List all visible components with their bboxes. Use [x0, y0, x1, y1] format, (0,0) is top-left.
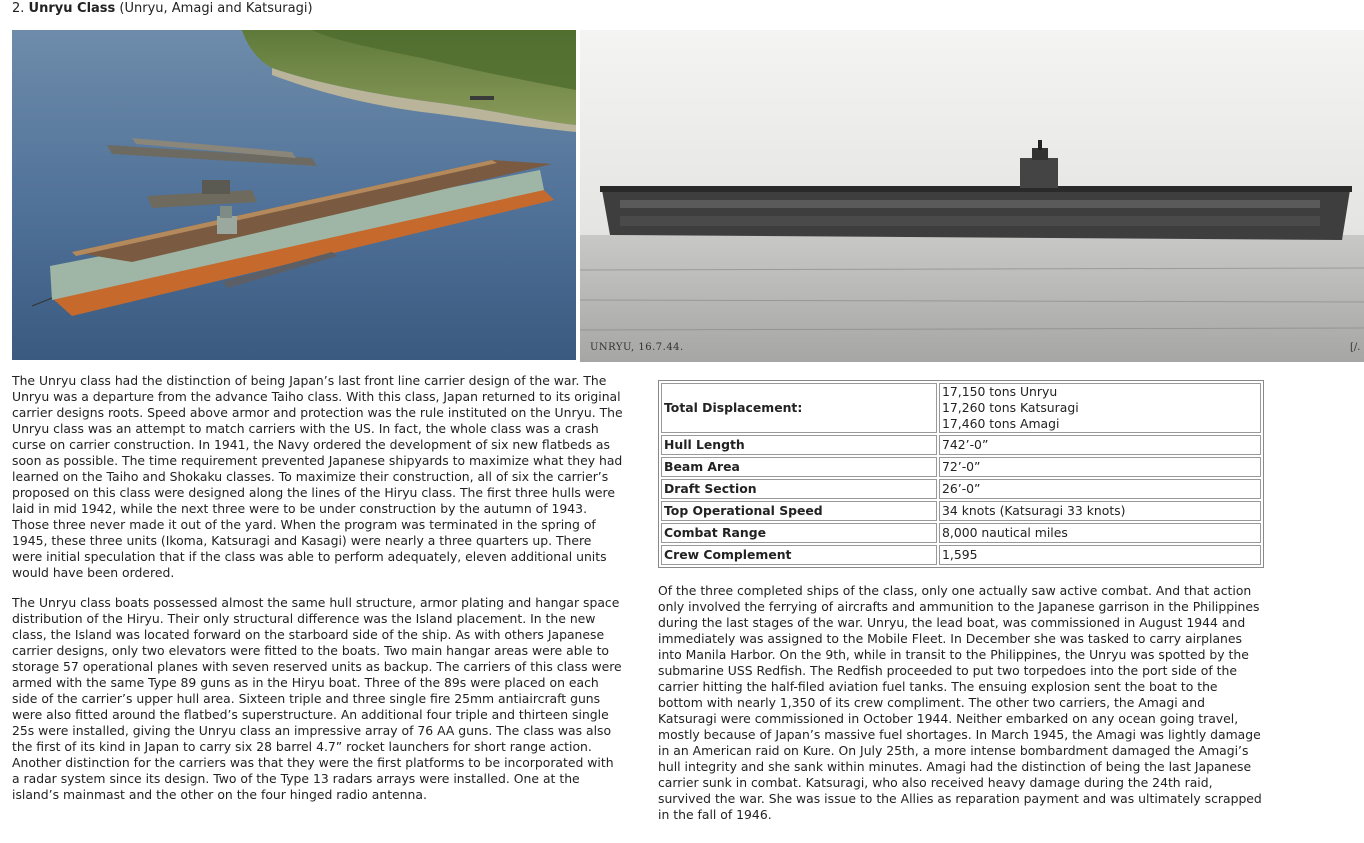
- carrier-color-photo: [12, 30, 576, 360]
- spec-value: 72’-0”: [939, 457, 1261, 477]
- spec-value: 8,000 nautical miles: [939, 523, 1261, 543]
- displacement-amagi: 17,460 tons Amagi: [942, 416, 1060, 431]
- spec-value: 34 knots (Katsuragi 33 knots): [939, 501, 1261, 521]
- spec-value: 742’-0”: [939, 435, 1261, 455]
- spec-value: 26’-0”: [939, 479, 1261, 499]
- paragraph-class-overview: The Unryu class had the distinction of being Japan’s last front line carrier design of the war. The Unryu was a departure from the advance Taiho class. With this class, Japan returned to its original carrier designs roots. Speed above armor and protection was the rule instituted on the Unryu. The Unryu class was an attempt to match carriers with the US. In fact, the whole class was a crash curse on carrier construction. In 1941, the Navy ordered the development of six new flatbeds as soon as possible. The time requirement prevented Japanese shipyards to maximize what they had learned on the Taiho and Shokaku classes. To maximize their construction, all of six the carrier’s proposed on this class were designed along the lines of the Hiryu class. The first three hulls were laid in mid 1942, while the next three were to be under construction by the autumn of 1943. Those three never made it out of the yard. When the program was terminated in the spring of 1945, these three units (Ikoma, Katsuragi and Kasagi) were nearly a three quarters up. There were initial speculation that if the class was able to perform adequately, eleven additional units would have been ordered.: [12, 373, 623, 580]
- table-row: [661, 545, 1261, 565]
- spec-label: Total Displacement:: [661, 383, 937, 433]
- section-subtitle: (Unryu, Amagi and Katsuragi): [119, 1, 313, 16]
- table-row: [661, 457, 1261, 477]
- specifications-table: [658, 380, 1264, 568]
- table-row: [661, 479, 1261, 499]
- section-title: Unryu Class: [28, 1, 116, 16]
- bw-photo-corner-mark: [/.: [1350, 342, 1361, 353]
- spec-value: 1,595: [939, 545, 1261, 565]
- carrier-color-photo-art: [12, 30, 576, 360]
- section-heading: [12, 1, 313, 17]
- spec-label: Beam Area: [661, 457, 937, 477]
- section-number: 2.: [12, 1, 25, 16]
- spec-label: Crew Complement: [661, 545, 937, 565]
- spec-label: Combat Range: [661, 523, 937, 543]
- displacement-unryu: 17,150 tons Unryu: [942, 384, 1058, 399]
- carrier-bw-photo-art: [580, 30, 1364, 362]
- spec-label: Top Operational Speed: [661, 501, 937, 521]
- bw-photo-caption: UNRYU, 16.7.44.: [590, 342, 684, 353]
- paragraph-service-history: Of the three completed ships of the class, only one actually saw active combat. And that action only involved the ferrying of aircrafts and ammunition to the Japanese garrison in the Philippines during the last stages of the war. Unryu, the lead boat, was commissioned in August 1944 and immediately was assigned to the Mobile Fleet. In December she was tasked to carry airplanes into Manila Harbor. On the 9th, while in transit to the Philippines, the Unryu was spotted by the submarine USS Redfish. The Redfish proceeded to put two torpedoes into the port side of the carrier hitting the half-filed aviation fuel tanks. The ensuing explosion sent the boat to the bottom with nearly 1,350 of its crew compliment. The other two carriers, the Amagi and Katsuragi were commissioned in October 1944. Neither embarked on any ocean going travel, mostly because of Japan’s massive fuel shortages. In March 1945, the Amagi was lightly damage in an American raid on Kure. On July 25th, a more intense bombardment damaged the Amagi’s hull integrity and she sank within minutes. Amagi had the distinction of being the last Japanese carrier sunk in combat. Katsuragi, who also received heavy damage during the 24th raid, survived the war. She was issue to the Allies as reparation payment and was ultimately scrapped in the fall of 1946.: [658, 583, 1262, 822]
- left-text-column: [12, 373, 624, 817]
- table-row: [661, 501, 1261, 521]
- table-row: [661, 435, 1261, 455]
- paragraph-class-design: The Unryu class boats possessed almost the same hull structure, armor plating and hangar space distribution of the Hiryu. Their only structural difference was the Island placement. In the new class, the Island was located forward on the starboard side of the ship. As with others Japanese carrier designs, only two elevators were fitted to the boats. Two main hangar areas were able to storage 57 operational planes with seven reserved units as backup. The carriers of this class were armed with the same Type 89 guns as in the Hiryu boat. Three of the 89s were placed on each side of the carrier’s upper hull area. Sixteen triple and three single fire 25mm antiaircraft guns were also fitted around the flatbed’s superstructure. An additional four triple and thirteen single 25s were installed, giving the Unryu class an impressive array of 76 AA guns. The class was also the first of its kind in Japan to carry six 28 barrel 4.7” rocket launchers for short range action. Another distinction for the carriers was that they were the first platforms to be incorporated with a radar system since its design. Two of the Type 13 radars arrays were installed. One at the island’s mainmast and the other on the four hinged radio antenna.: [12, 595, 622, 802]
- spec-label: Hull Length: [661, 435, 937, 455]
- table-row: [661, 383, 1261, 433]
- table-row: [661, 523, 1261, 543]
- spec-label: Draft Section: [661, 479, 937, 499]
- carrier-bw-photo: [580, 30, 1364, 362]
- displacement-katsuragi: 17,260 tons Katsuragi: [942, 400, 1079, 415]
- spec-value-displacement: [939, 383, 1261, 433]
